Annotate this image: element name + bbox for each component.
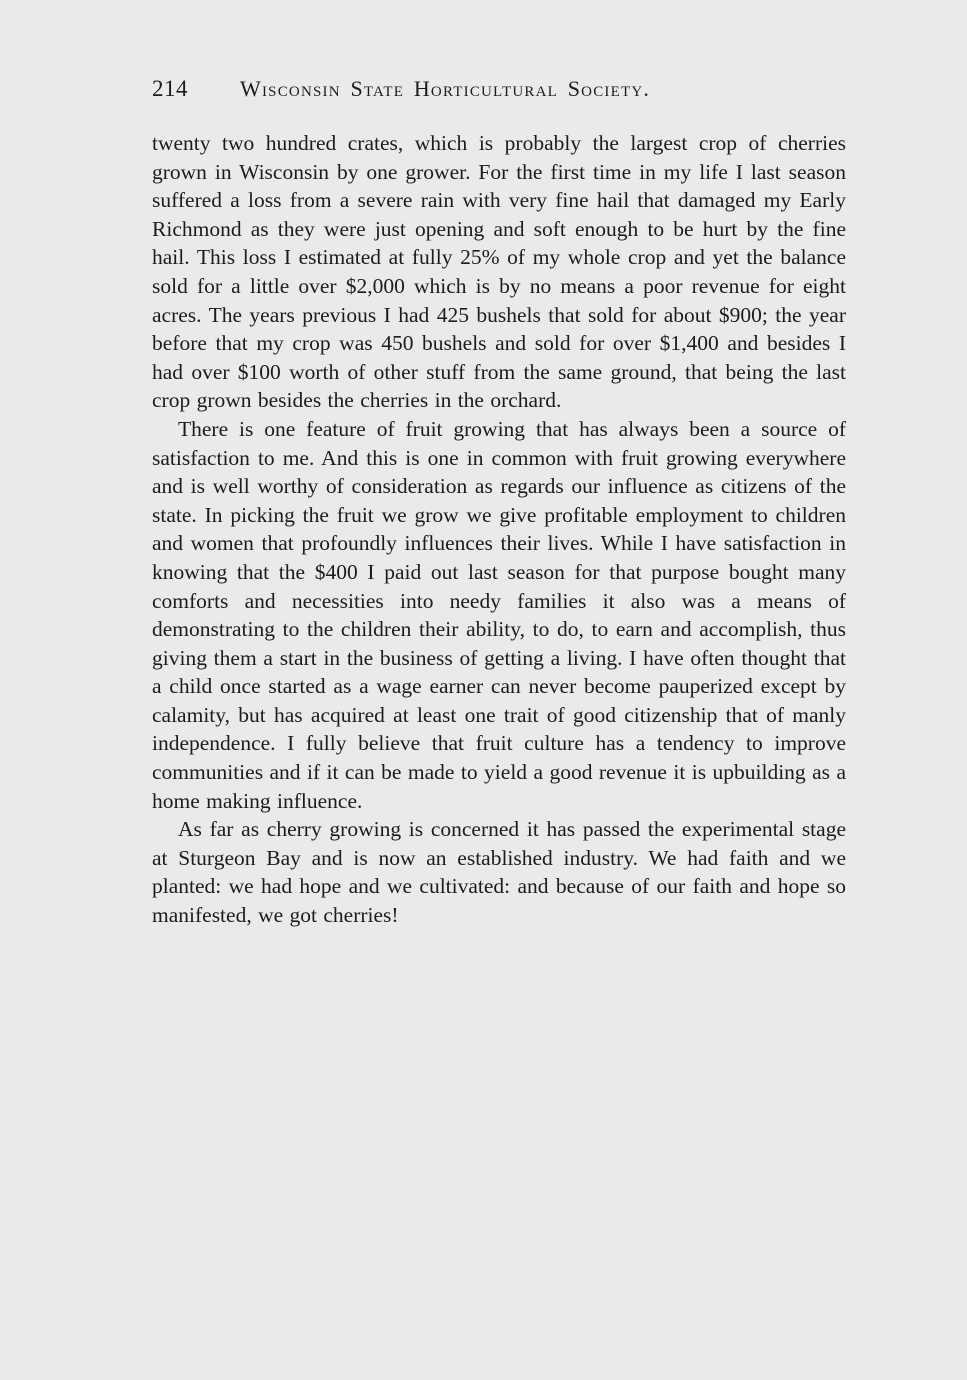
paragraph-continued: twenty two hundred crates, which is probably the largest crop of cherries grown in Wisconsin by one grower. For the first time in my life I last season suffered a loss from a severe rain with very fine hail that damaged my Early Richmond as they were just opening and soft enough to be hurt by the fine hail. This loss I estimated at fully 25% of my whole crop and yet the balance sold for a little over $2,000 which is by no means a poor revenue for eight acres. The years previous I had 425 bushels that sold for about $900; the year before that my crop was 450 bushels and sold for over $1,400 and besides I had over $100 worth of other stuff from the same ground, that being the last crop grown besides the cherries in the orchard. (152, 131, 846, 413)
paragraph: There is one feature of fruit growing that has always been a source of satisfaction to me. And this is one in common with fruit growing everywhere and is well worthy of consideration as regards our influence as citizens of the state. In picking the fruit we grow we give profitable employment to children and women that profoundly influences their lives. While I have satisfaction in knowing that the $400 I paid out last season for that purpose bought many comforts and necessities into needy families it also was a means of demonstrating to the children their ability, to do, to earn and accomplish, thus giving them a start in the business of getting a living. I have often thought that a child once started as a wage earner can never become pauperized except by calamity, but has acquired at least one trait of good citizenship that of manly independence. I fully believe that fruit culture has a tendency to improve communities and if it can be made to yield a good revenue it is upbuilding as a home making influence. (152, 416, 846, 813)
running-head-title: Wisconsin State Horticultural Society. (240, 76, 651, 101)
body-text (152, 129, 846, 930)
page-number: 214 (152, 76, 188, 101)
running-head (152, 76, 852, 110)
paragraph: As far as cherry growing is concerned it has passed the experimental stage at Sturgeon Bay and is now an established industry. We had faith and we planted: we had hope and we cultivated: and because of our faith and hope so manifested, we got cherries! (152, 817, 846, 928)
